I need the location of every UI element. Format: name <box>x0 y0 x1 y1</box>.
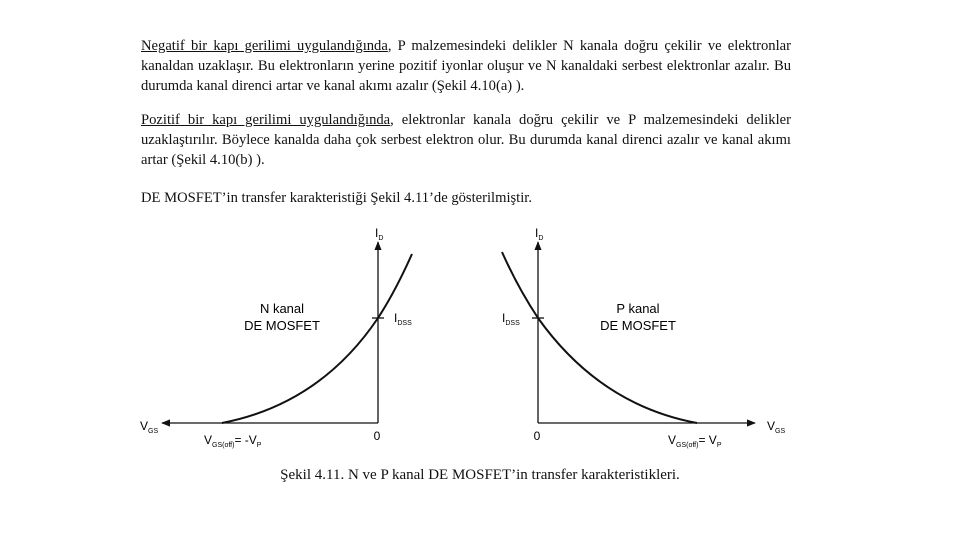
n-cutoff-label: $V_{GS(off)}= -V_P$ <box>204 433 262 449</box>
n-x-axis-label: $V_{GS}$ <box>140 419 159 435</box>
paragraph-lead-underlined: Negatif bir kapı gerilimi uygulandığında <box>141 38 388 54</box>
p-origin-label: 0 <box>533 429 541 443</box>
paragraph-body: , P malzemesindeki delikler N kanala doğru çekilir ve elektronlar kanaldan uzaklaşır. Bu elektronların yerine pozitif iyonlar oluşur ve N kanaldaki serbest elektronlar azalır. Bu durumda kanal direnci artar ve kanal akımı azalır (Şekil 4.10(a) ). <box>141 38 791 94</box>
p-y-axis-label: $I_D$ <box>535 226 544 242</box>
n-transfer-curve <box>222 254 412 423</box>
n-channel-label-line1: N kanal <box>259 301 305 316</box>
p-idss-label: $I_{DSS}$ <box>502 311 520 327</box>
p-channel-label-line2: DE MOSFET <box>600 318 676 333</box>
p-cutoff-label: $V_{GS(off)}= V_P$ <box>668 433 722 449</box>
paragraph-body: , elektronlar kanala doğru çekilir ve P malzemesindeki delikler uzaklaştırılır. Böylece kanalda daha çok serbest elektron olur. Bu durumda kanal direnci azalır ve kanal akımı artar (Şekil 4.10(b) ). <box>141 112 791 168</box>
paragraph-lead-underlined: Pozitif bir kapı gerilimi uygulandığında <box>141 112 391 128</box>
n-idss-label: $I_{DSS}$ <box>394 311 412 327</box>
n-channel-diagram <box>140 226 412 449</box>
p-channel-label-line1: P kanal <box>616 301 660 316</box>
p-x-axis-label: $V_{GS}$ <box>767 419 786 435</box>
p-transfer-curve <box>502 252 697 423</box>
n-origin-label: 0 <box>373 429 381 443</box>
n-channel-label-line2: DE MOSFET <box>244 318 320 333</box>
paragraph-figure-reference: DE MOSFET’in transfer karakteristiği Şekil 4.11’de gösterilmiştir. <box>141 190 532 206</box>
figure-caption: Şekil 4.11. N ve P kanal DE MOSFET’in transfer karakteristikleri. <box>280 467 680 483</box>
n-y-axis-label: $I_D$ <box>375 226 384 242</box>
p-channel-diagram <box>502 226 785 449</box>
